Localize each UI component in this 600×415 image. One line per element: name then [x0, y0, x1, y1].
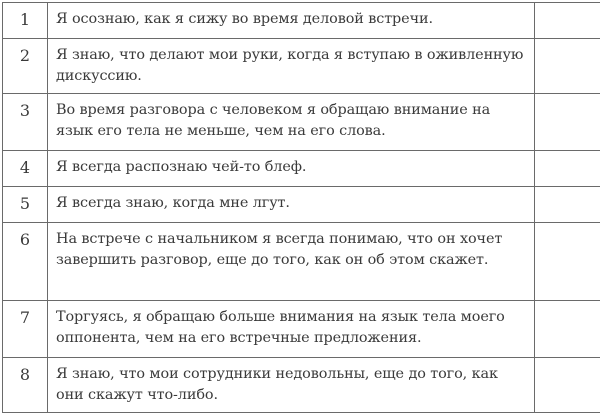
answer-cell[interactable]: [535, 187, 600, 223]
answer-cell[interactable]: [535, 358, 600, 413]
table-row: [3, 94, 600, 151]
answer-cell[interactable]: [535, 223, 600, 301]
table-row: [3, 358, 600, 413]
table-row: [3, 151, 600, 187]
statement-text: Я осознаю, как я сижу во время деловой встречи.: [48, 3, 535, 39]
row-number: 7: [3, 301, 48, 358]
answer-cell[interactable]: [535, 151, 600, 187]
questionnaire-table: [2, 2, 600, 413]
row-number: 3: [3, 94, 48, 151]
answer-cell[interactable]: [535, 301, 600, 358]
row-number: 6: [3, 223, 48, 301]
statement-text: Я знаю, что делают мои руки, когда я вступаю в оживленную дискуссию.: [48, 39, 535, 94]
row-number: 8: [3, 358, 48, 413]
row-number: 2: [3, 39, 48, 94]
table-row: [3, 3, 600, 39]
row-number: 5: [3, 187, 48, 223]
row-number: 4: [3, 151, 48, 187]
table-row: [3, 39, 600, 94]
answer-cell[interactable]: [535, 3, 600, 39]
table-row: [3, 223, 600, 301]
statement-text: Во время разговора с человеком я обращаю внимание на язык его тела не меньше, чем на его слова.: [48, 94, 535, 151]
statement-text: Я всегда знаю, когда мне лгут.: [48, 187, 535, 223]
statement-text: На встрече с начальником я всегда понимаю, что он хочет завершить разговор, еще до того, как он об этом скажет.: [48, 223, 535, 301]
row-number: 1: [3, 3, 48, 39]
statement-text: Я знаю, что мои сотрудники недовольны, еще до того, как они скажут что-либо.: [48, 358, 535, 413]
answer-cell[interactable]: [535, 94, 600, 151]
answer-cell[interactable]: [535, 39, 600, 94]
table-row: [3, 187, 600, 223]
statement-text: Я всегда распознаю чей-то блеф.: [48, 151, 535, 187]
statement-text: Торгуясь, я обращаю больше внимания на язык тела моего оппонента, чем на его встречные предложения.: [48, 301, 535, 358]
table-row: [3, 301, 600, 358]
